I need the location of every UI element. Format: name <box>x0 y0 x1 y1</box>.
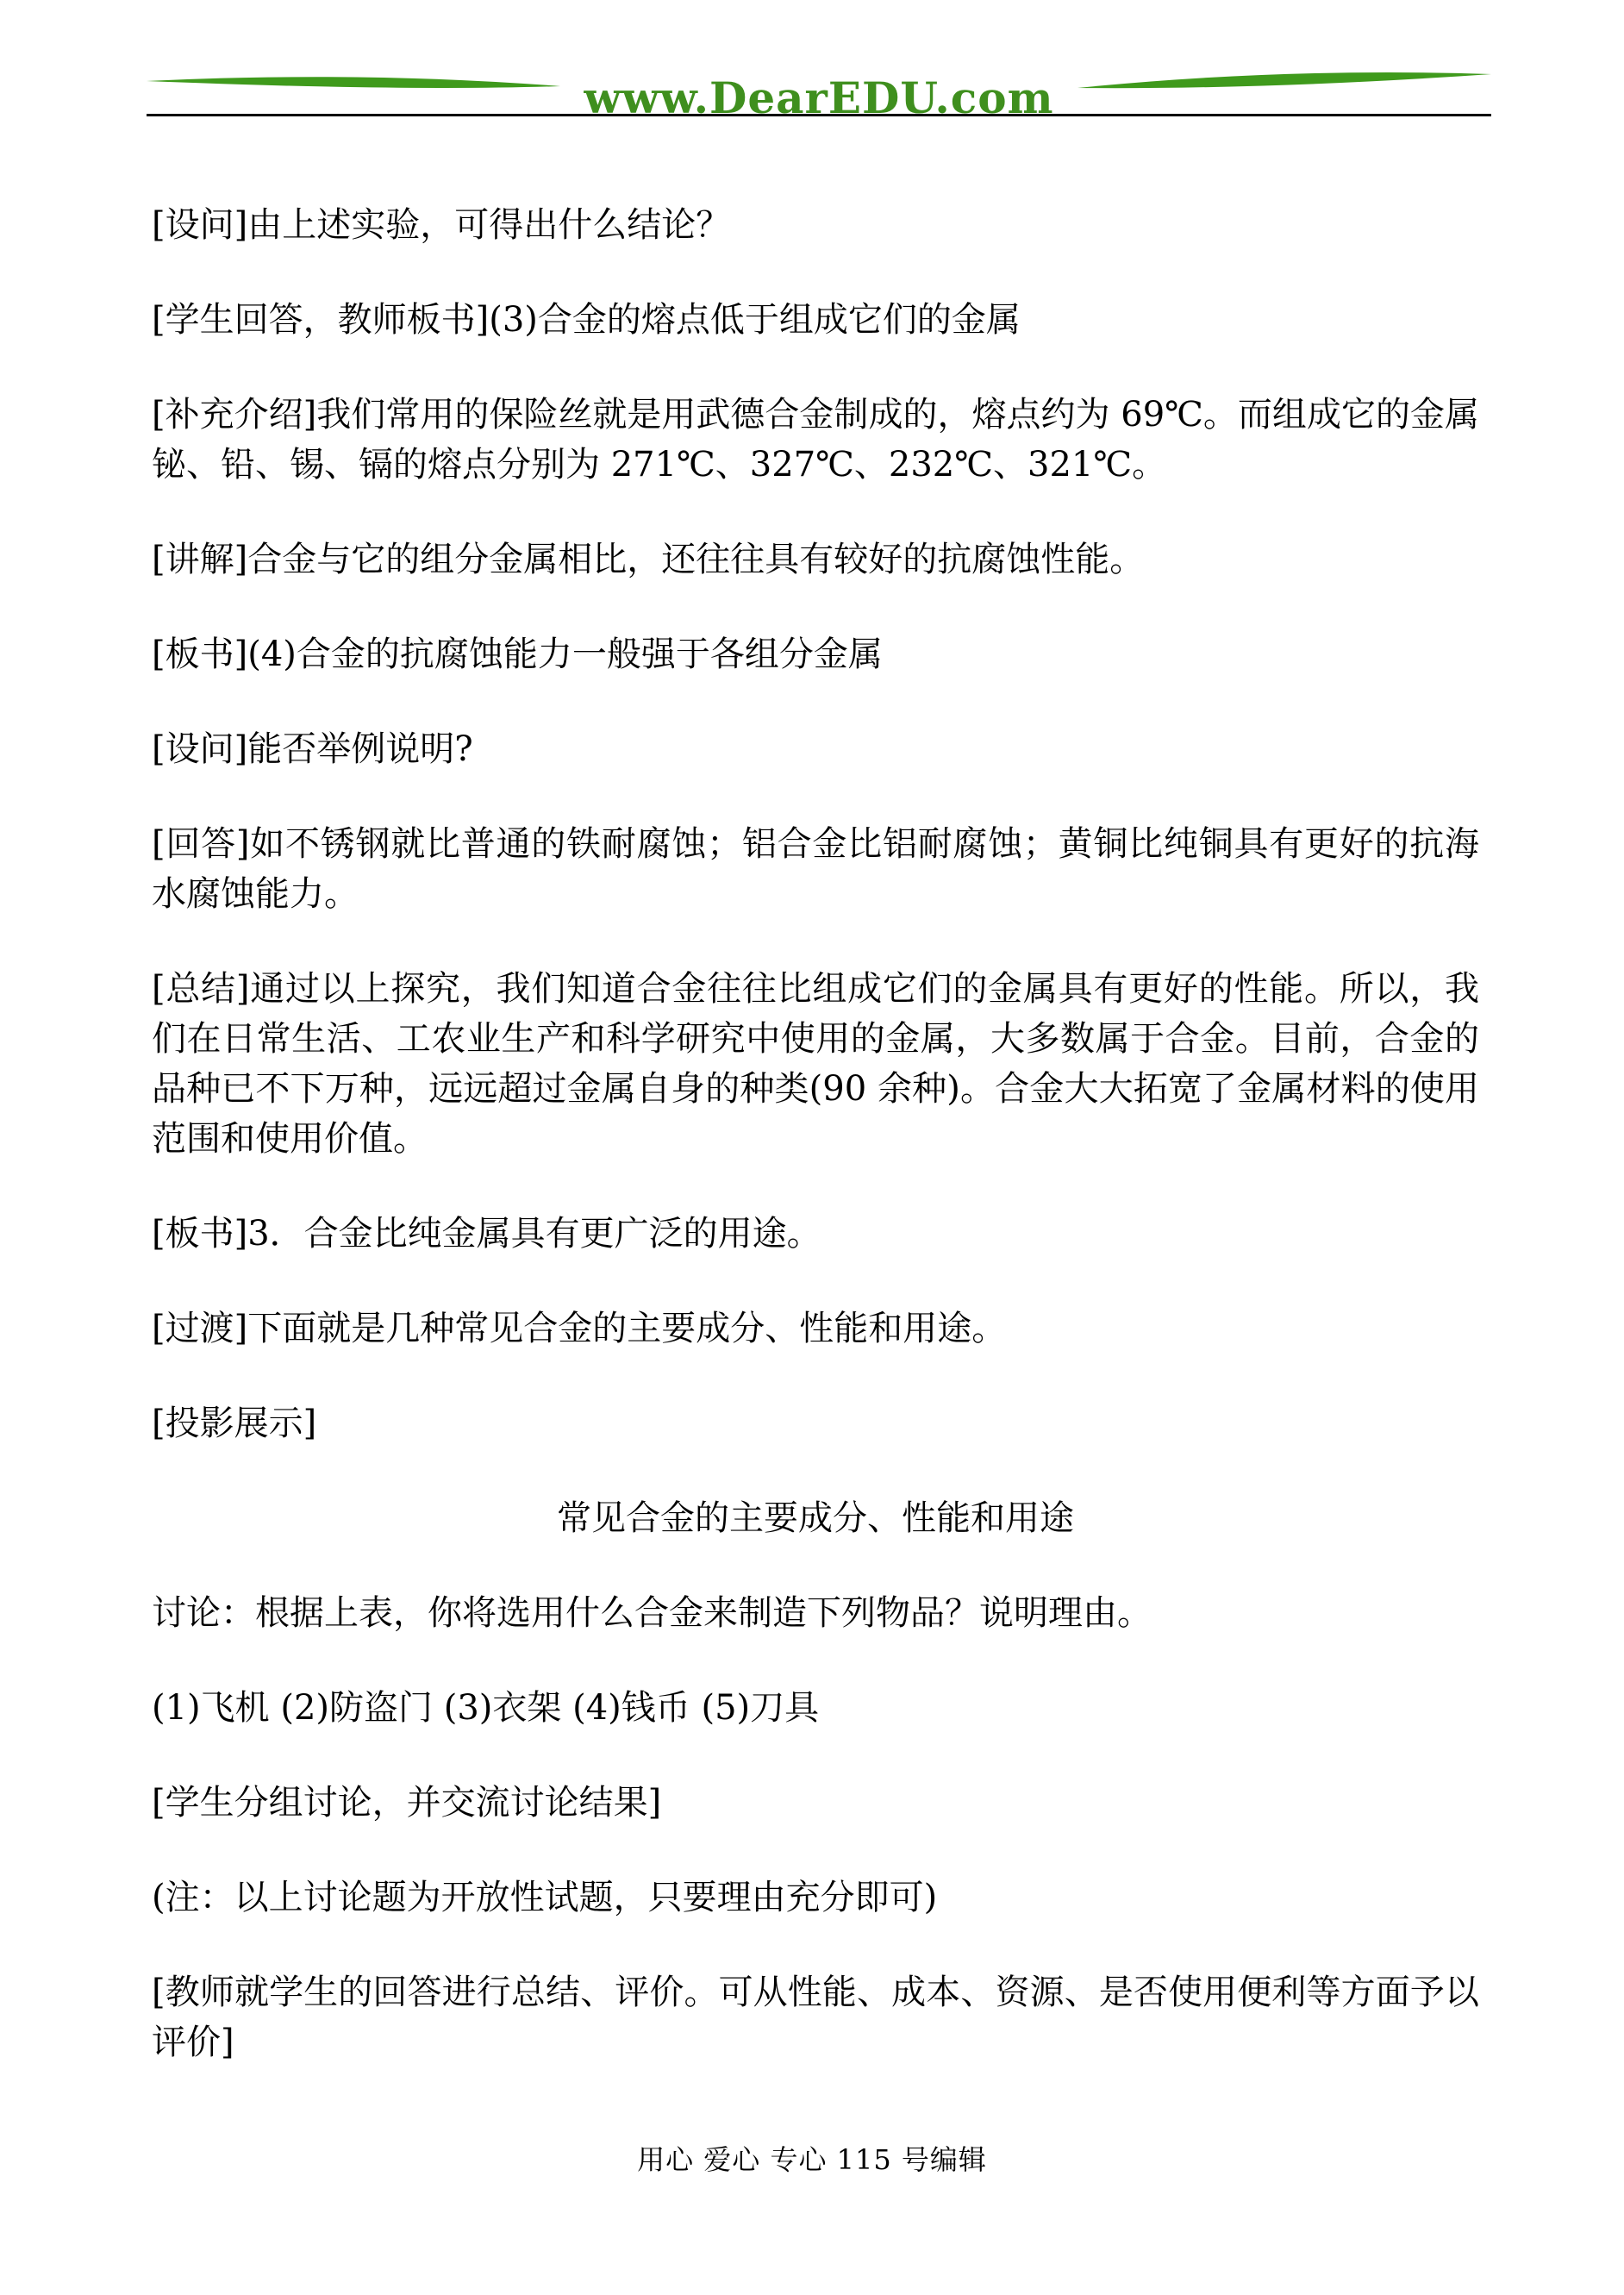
site-logo[interactable]: www.DearEDU.com <box>584 72 1054 123</box>
paragraph: [设问]能否举例说明? <box>152 729 473 769</box>
paragraph: (1)飞机 (2)防盗门 (3)衣架 (4)钱币 (5)刀具 <box>152 1688 820 1728</box>
paragraph: [补充介绍]我们常用的保险丝就是用武德合金制成的，熔点约为 69℃。而组成它的金属铋、铅、锡、镉的熔点分别为 271℃、327℃、232℃、321℃。 <box>152 395 1479 485</box>
paragraph: [设问]由上述实验，可得出什么结论？ <box>152 205 731 245</box>
page-footer: 用心 爱心 专心 115 号编辑 <box>637 2143 987 2176</box>
paragraph: 讨论：根据上表，你将选用什么合金来制造下列物品？说明理由。 <box>152 1593 1152 1633</box>
paragraph: [板书]3．合金比纯金属具有更广泛的用途。 <box>152 1214 821 1254</box>
table-caption: 常见合金的主要成分、性能和用途 <box>557 1498 1074 1538</box>
paragraph: [讲解]合金与它的组分金属相比，还往往具有较好的抗腐蚀性能。 <box>152 540 1145 579</box>
paragraph: [学生分组讨论，并交流讨论结果] <box>152 1783 662 1823</box>
paragraph: [教师就学生的回答进行总结、评价。可从性能、成本、资源、是否使用便利等方面予以评价] <box>152 1973 1479 2062</box>
paragraph: [总结]通过以上探究，我们知道合金往往比组成它们的金属具有更好的性能。所以，我们在日常生活、工农业生产和科学研究中使用的金属，大多数属于合金。目前，合金的品种已不下万种，远远超过金属自身的种类(90 余种)。合金大大拓宽了金属材料的使用范围和使用价值。 <box>152 969 1479 1159</box>
page-header <box>147 60 1491 129</box>
paragraph: [过渡]下面就是几种常见合金的主要成分、性能和用途。 <box>152 1309 1007 1348</box>
paragraph: [学生回答，教师板书](3)合金的熔点低于组成它们的金属 <box>152 300 1021 340</box>
paragraph: [板书](4)合金的抗腐蚀能力一般强于各组分金属 <box>152 635 883 674</box>
paragraph: [投影展示] <box>152 1404 317 1443</box>
paragraph: [回答]如不锈钢就比普通的铁耐腐蚀；铝合金比铝耐腐蚀；黄铜比纯铜具有更好的抗海水腐蚀能力。 <box>152 824 1479 914</box>
document-body <box>152 200 1479 2112</box>
paragraph: (注：以上讨论题为开放性试题，只要理由充分即可) <box>152 1878 938 1917</box>
